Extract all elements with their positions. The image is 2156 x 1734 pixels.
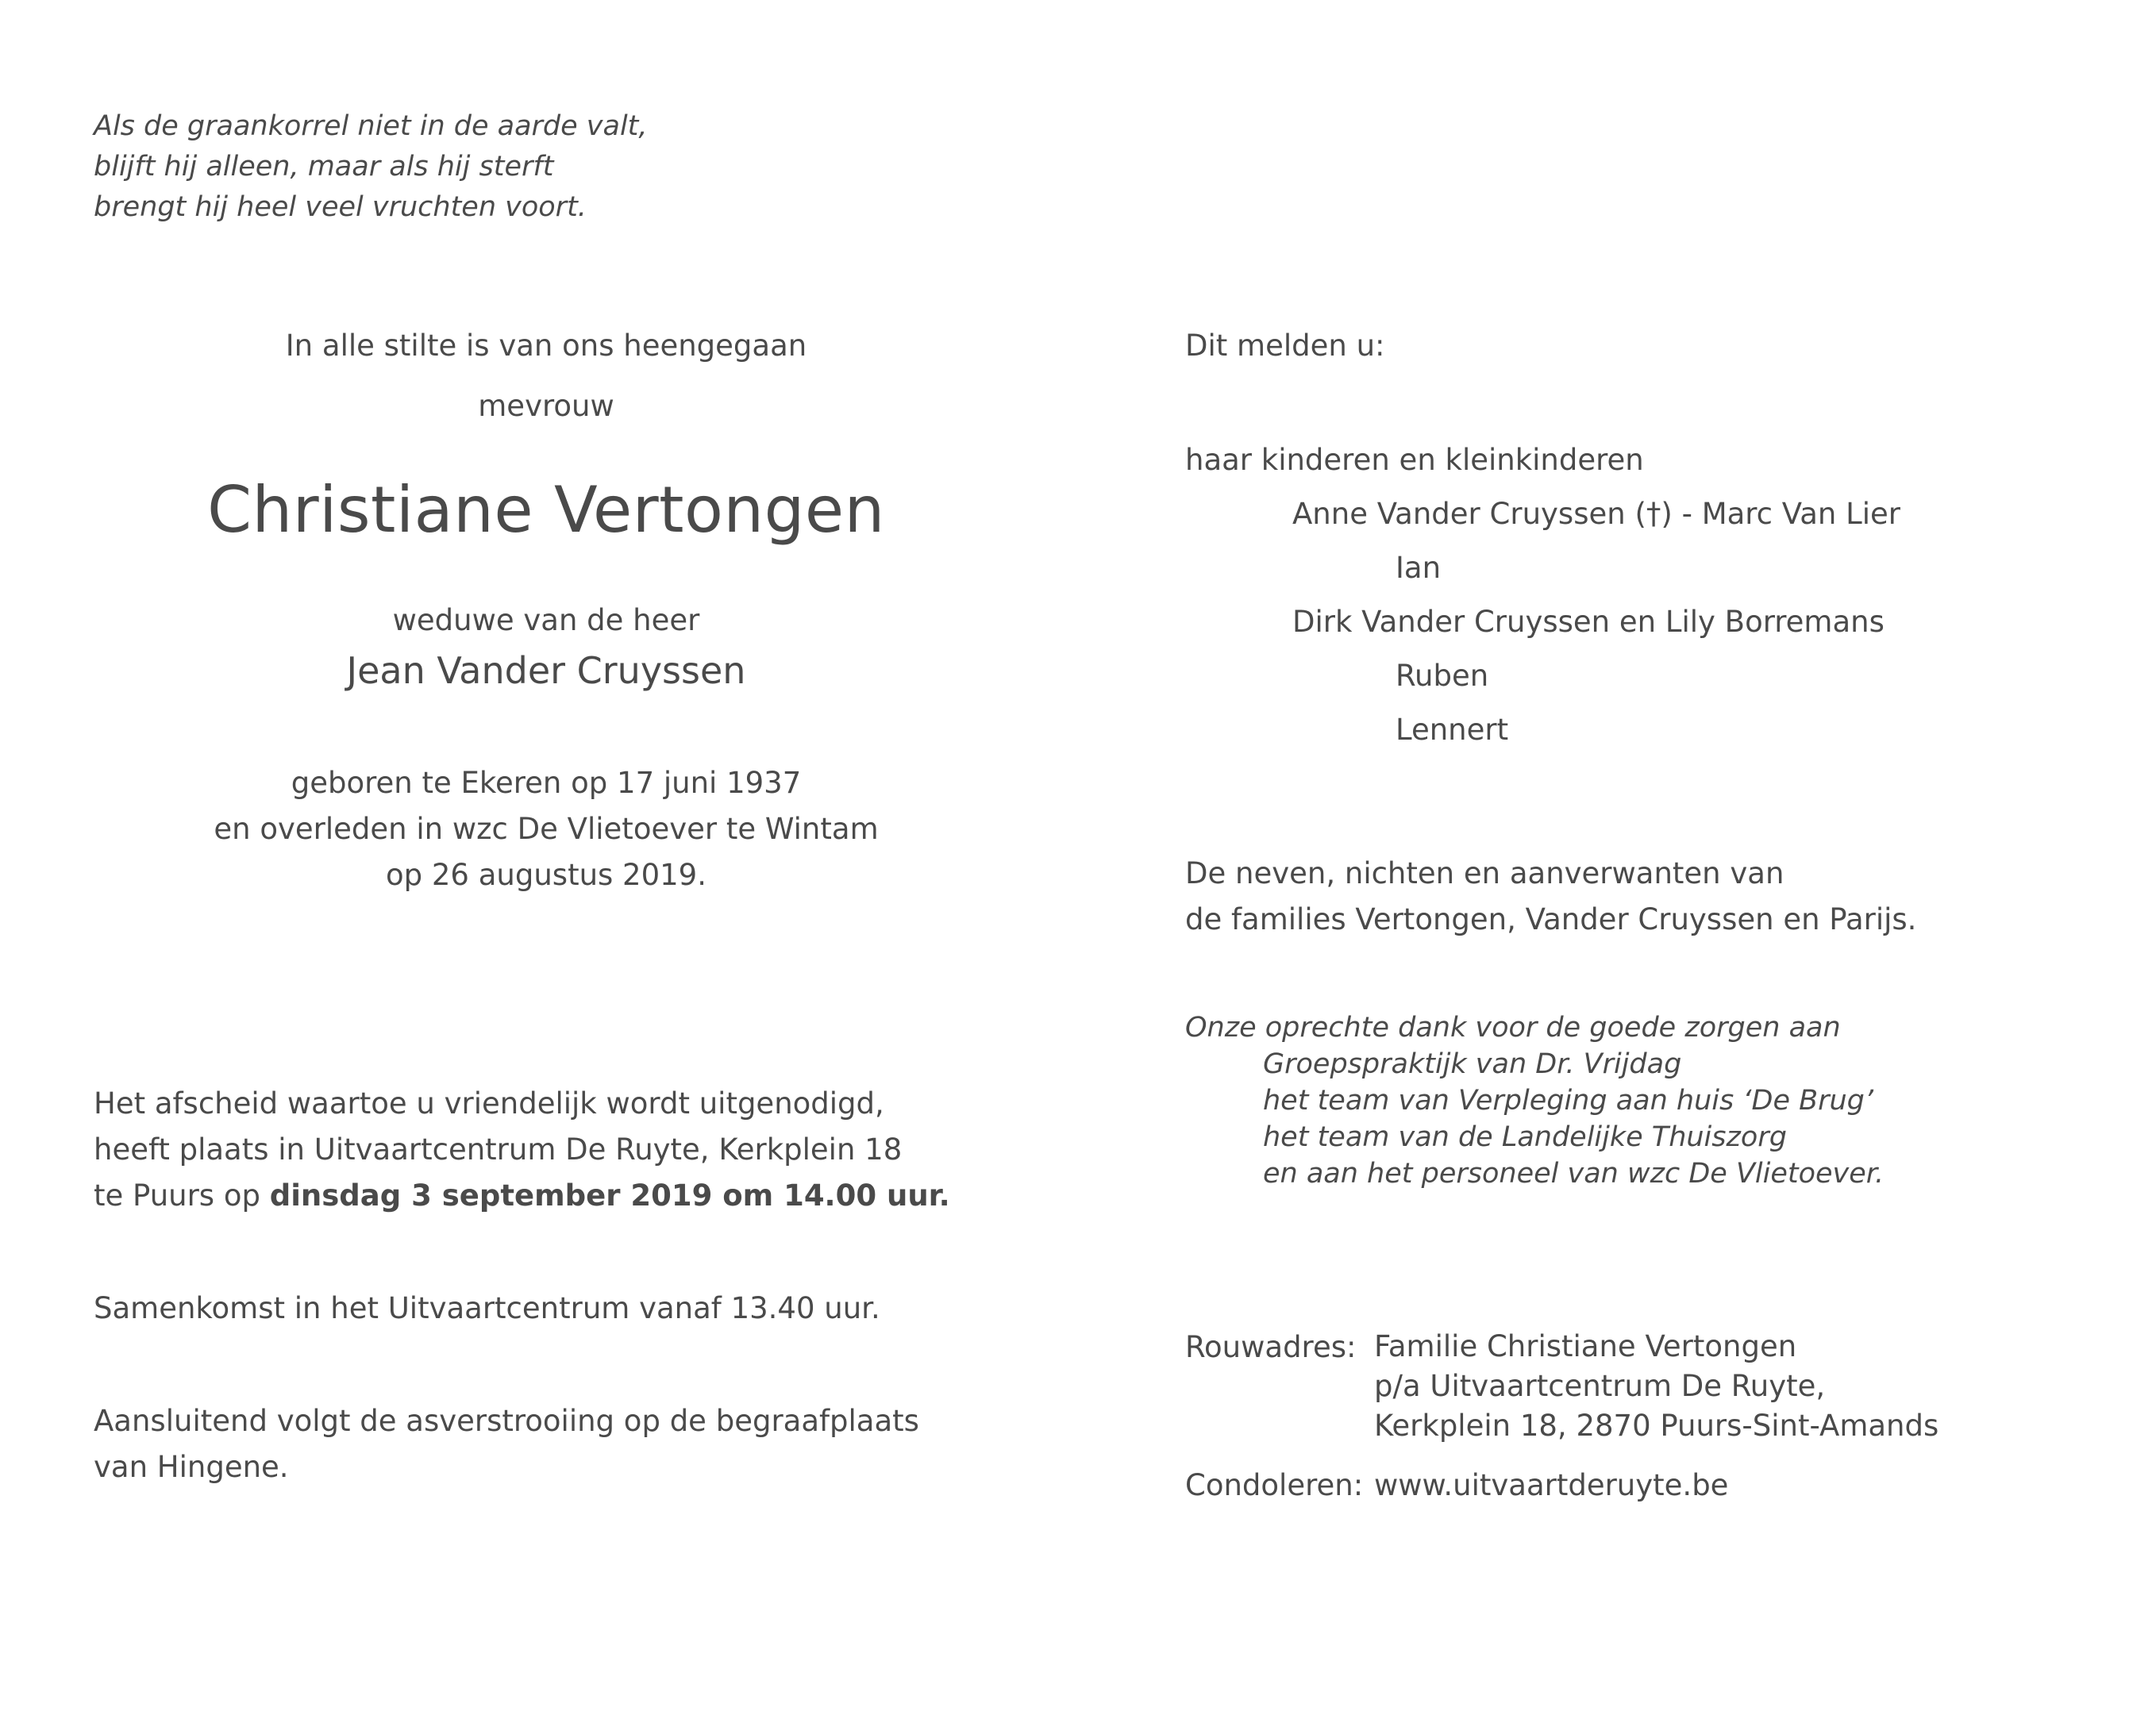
quote-line: Als de graankorrel niet in de aarde valt,	[94, 110, 648, 142]
child-entry: Dirk Vander Cruyssen en Lily Borremans	[1292, 605, 1885, 639]
address-block	[1374, 1327, 1938, 1446]
birth-line: geboren te Ekeren op 17 juni 1937	[291, 766, 802, 800]
life-dates	[94, 760, 999, 898]
death-date-line: op 26 augustus 2019.	[386, 858, 706, 892]
deceased-name: Christiane Vertongen	[207, 473, 885, 547]
thanks-item: Groepspraktijk van Dr. Vrijdag	[1263, 1048, 1682, 1080]
announcement-title: mevrouw	[478, 389, 614, 423]
ceremony-line: Het afscheid waartoe u vriendelijk wordt uitgenodigd,	[94, 1086, 884, 1121]
quote-line: blijft hij alleen, maar als hij sterft	[94, 151, 554, 183]
ceremony-line	[94, 1173, 950, 1219]
after-ceremony-info	[94, 1398, 919, 1490]
quote-line: brengt hij heel veel vruchten voort.	[94, 191, 587, 223]
address-line: p/a Uitvaartcentrum De Ruyte,	[1374, 1369, 1826, 1403]
grandchild-entry: Lennert	[1396, 713, 1509, 747]
ceremony-info	[94, 1081, 950, 1219]
relatives-line: De neven, nichten en aanverwanten van	[1185, 856, 1784, 890]
relation-text: weduwe van de heer	[392, 603, 700, 637]
after-line: Aansluitend volgt de asverstrooiing op de begraafplaats	[94, 1404, 919, 1438]
ceremony-line: heeft plaats in Uitvaartcentrum De Ruyte, Kerkplein 18	[94, 1132, 903, 1167]
thanks-section	[1185, 1009, 1884, 1192]
address-line: Kerkplein 18, 2870 Puurs-Sint-Amands	[1374, 1409, 1939, 1443]
grandchild-entry: Ian	[1396, 551, 1442, 585]
child-entry: Anne Vander Cruyssen (†) - Marc Van Lier	[1292, 497, 1900, 531]
gathering-info: Samenkomst in het Uitvaartcentrum vanaf 13.40 uur.	[94, 1291, 880, 1325]
family-intro: Dit melden u:	[1185, 329, 1385, 363]
relatives-line: de families Vertongen, Vander Cruyssen en Parijs.	[1185, 902, 1917, 936]
bible-quote	[94, 106, 648, 228]
ceremony-datetime: dinsdag 3 september 2019 om 14.00 uur.	[269, 1178, 950, 1213]
ceremony-prefix: te Puurs op	[94, 1178, 270, 1213]
spouse-name: Jean Vander Cruyssen	[346, 649, 746, 692]
thanks-item: en aan het personeel van wzc De Vlietoever.	[1263, 1158, 1885, 1190]
condolence-link[interactable]: www.uitvaartderuyte.be	[1374, 1468, 1729, 1502]
announcement-intro: In alle stilte is van ons heengegaan	[285, 329, 807, 363]
condolence-label: Condoleren:	[1185, 1468, 1364, 1502]
address-label: Rouwadres:	[1185, 1330, 1357, 1364]
death-line: en overleden in wzc De Vlietoever te Wintam	[214, 812, 879, 846]
relatives-info	[1185, 851, 1916, 943]
family-heading: haar kinderen en kleinkinderen	[1185, 443, 1644, 477]
after-line: van Hingene.	[94, 1450, 289, 1484]
address-line: Familie Christiane Vertongen	[1374, 1329, 1797, 1363]
thanks-item: het team van de Landelijke Thuiszorg	[1263, 1121, 1787, 1153]
thanks-item: het team van Verpleging aan huis ‘De Brug’	[1263, 1085, 1874, 1117]
grandchild-entry: Ruben	[1396, 659, 1489, 693]
thanks-intro: Onze oprechte dank voor de goede zorgen aan	[1185, 1012, 1841, 1044]
